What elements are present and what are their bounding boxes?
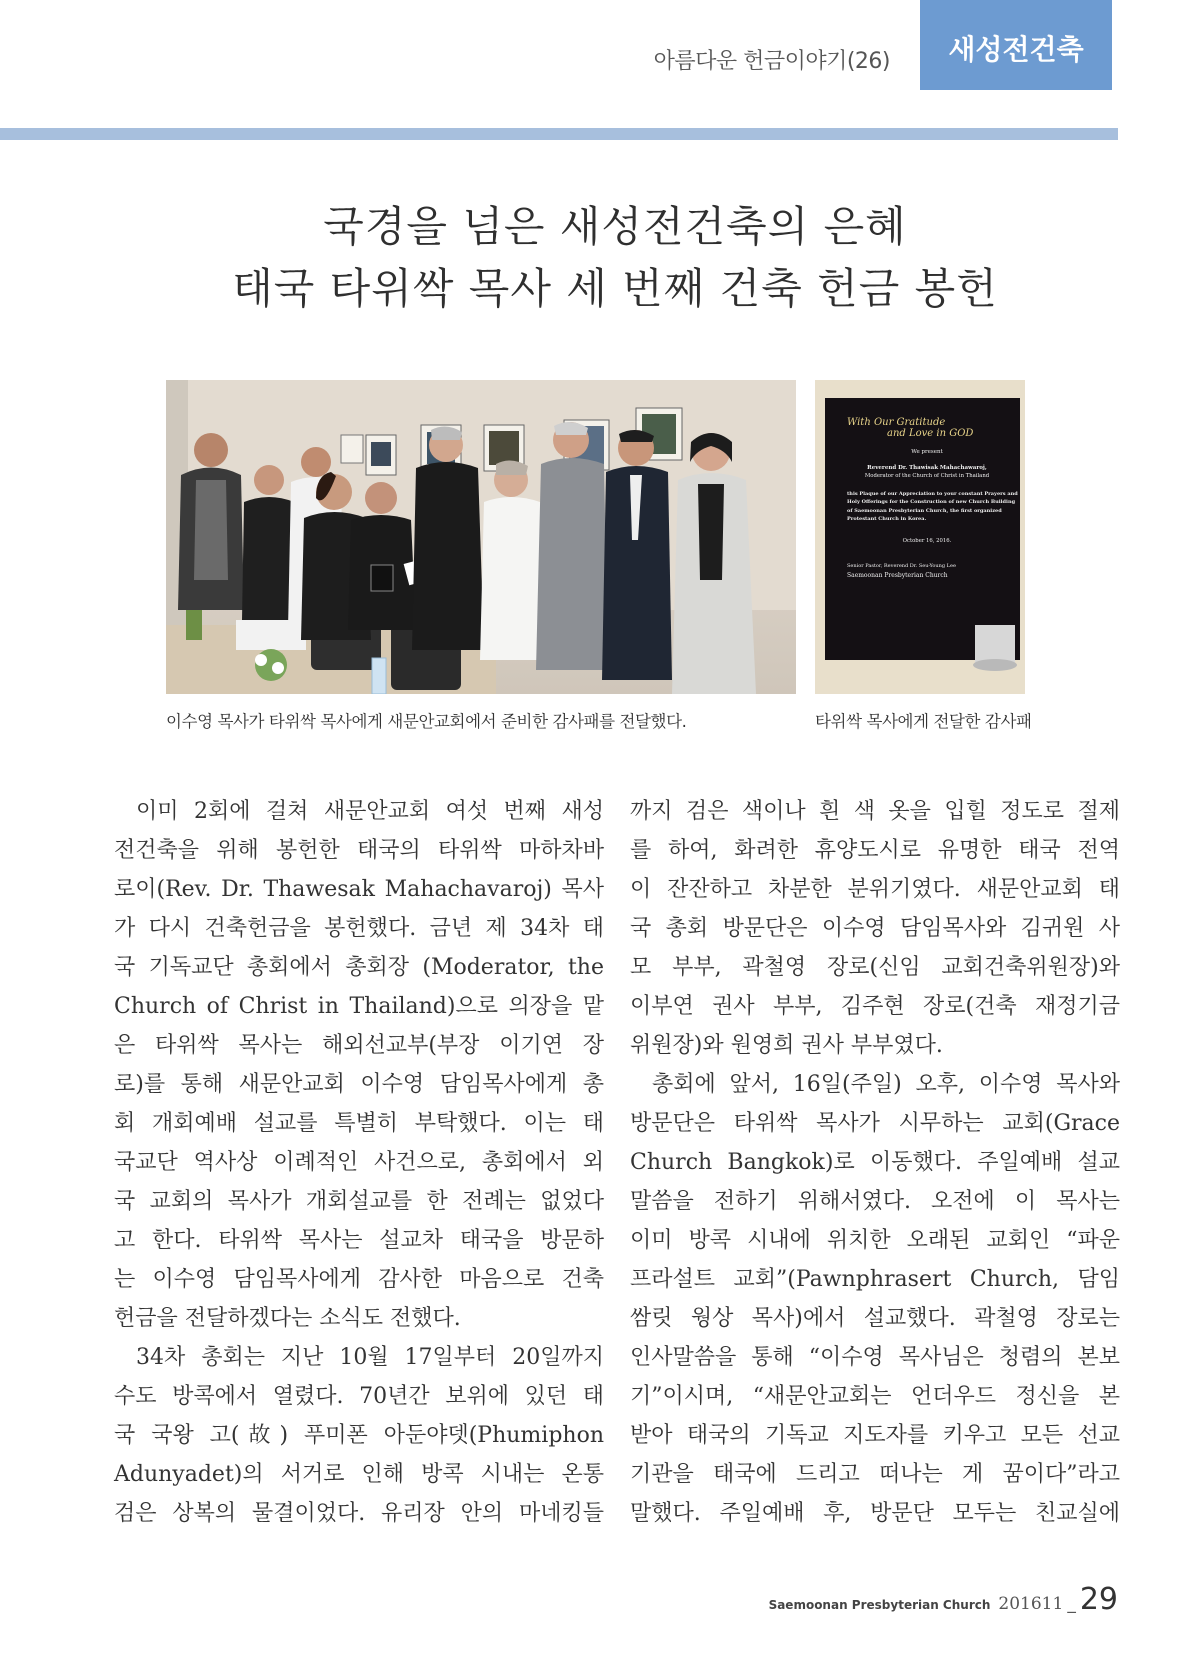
article-title [0, 196, 1200, 320]
body-line: 검은 상복의 물결이었다. 유리장 안의 마네킹들 [114, 1501, 604, 1526]
plaque-we-present: We present [911, 449, 943, 455]
plaque-role: Moderator of the Church of Christ in Thailand [864, 472, 990, 479]
body-line: 전건축을 위해 봉헌한 태국의 타위싹 마하차바 [114, 838, 604, 863]
body-line: 회 개회예배 설교를 특별히 부탁했다. 이는 태 [114, 1111, 604, 1136]
section-tab [920, 0, 1112, 90]
body-line: 방문단은 타위싹 목사가 시무하는 교회(Grace [630, 1111, 1120, 1136]
plaque-heading-2: and Love in GOD [887, 427, 974, 439]
body-line: 국 교회의 목사가 개회설교를 한 전례는 없었다 [114, 1189, 604, 1214]
body-line: 위원장)와 원영희 권사 부부였다. [630, 1033, 943, 1058]
body-line: 이 잔잔하고 차분한 분위기였다. 새문안교회 태 [630, 877, 1120, 902]
article-title-line-1: 국경을 넘은 새성전건축의 은혜 [323, 202, 907, 251]
body-line: Adunyadet)의 서거로 인해 방콕 시내는 온통 [114, 1462, 604, 1487]
body-line: 까지 검은 색이나 흰 색 옷을 입힐 정도로 절제 [630, 799, 1120, 824]
plaque-photo [815, 380, 1025, 694]
plaque-body-2: Holy Offerings for the Construction of new Church Building [847, 499, 1016, 505]
body-line: 이미 2회에 걸쳐 새문안교회 여섯 번째 새성 [136, 799, 604, 824]
plaque-text [847, 417, 1018, 580]
page-footer [769, 1582, 1118, 1617]
body-line: 는 이수영 담임목사에게 감사한 마음으로 건축 [114, 1267, 604, 1292]
body-column-right [630, 792, 1120, 1533]
plaque-heading-1: With Our Gratitude [847, 417, 946, 428]
body-line: 가 다시 건축헌금을 봉헌했다. 금년 제 34차 태 [114, 916, 604, 941]
body-line: 프라설트 교회”(Pawnphrasert Church, 담임 [630, 1267, 1120, 1292]
plaque-photo-caption: 타위싹 목사에게 전달한 감사패 [815, 712, 1032, 731]
plaque-signer: Senior Pastor, Reverend Dr. Seu-Young Lee [847, 563, 956, 569]
footer-separator: _ [1067, 1594, 1076, 1614]
footer-church-name: Saemoonan Presbyterian Church [768, 1598, 991, 1612]
body-line: 고 한다. 타위싹 목사는 설교차 태국을 방문하 [114, 1228, 604, 1253]
body-line: Church of Christ in Thailand)으로 의장을 맡 [114, 994, 604, 1019]
body-line: 쌈릿 웡상 목사)에서 설교했다. 곽철영 장로는 [630, 1306, 1120, 1331]
plaque-body-4: Protestant Church in Korea. [847, 516, 927, 522]
body-line: 이부연 권사 부부, 김주현 장로(건축 재정기금 [630, 994, 1120, 1019]
body-line: 로이(Rev. Dr. Thawesak Mahachavaroj) 목사 [114, 877, 604, 902]
body-line: 국 기독교단 총회에서 총회장 (Moderator, the [114, 955, 604, 980]
body-line: 수도 방콕에서 열렸다. 70년간 보위에 있던 태 [114, 1384, 604, 1409]
body-line: 34차 총회는 지난 10월 17일부터 20일까지 [136, 1345, 604, 1370]
body-line: 말씀을 전하기 위해서였다. 오전에 이 목사는 [630, 1189, 1120, 1214]
section-tab-label: 새성전건축 [948, 33, 1084, 66]
body-line: 국교단 역사상 이례적인 사건으로, 총회에서 외 [114, 1150, 604, 1175]
body-line: 은 타위싹 목사는 해외선교부(부장 이기연 장 [114, 1033, 604, 1058]
group-photo-illustration [166, 380, 796, 694]
footer-issue: 201611 [998, 1594, 1064, 1614]
plaque-body-1: this Plaque of our Appreciation to your constant Prayers and [847, 490, 1018, 497]
body-line: 이미 방콕 시내에 위치한 오래된 교회인 “파운 [630, 1228, 1120, 1253]
header-divider [0, 128, 1118, 140]
group-photo [166, 380, 796, 694]
series-title: 아름다운 헌금이야기(26) [653, 49, 890, 74]
body-line: 기관을 태국에 드리고 떠나는 게 꿈이다”라고 [630, 1462, 1120, 1487]
body-line: Church Bangkok)로 이동했다. 주일예배 설교 [630, 1150, 1120, 1175]
body-line: 국 총회 방문단은 이수영 담임목사와 김귀원 사 [630, 916, 1120, 941]
plaque-date: October 16, 2016. [902, 537, 952, 544]
article-title-line-2: 태국 타위싹 목사 세 번째 건축 헌금 봉헌 [232, 264, 998, 313]
plaque-name: Reverend Dr. Thawisak Mahachawaroj, [867, 464, 987, 471]
plaque-church: Saemoonan Presbyterian Church [847, 572, 948, 579]
body-line: 받아 태국의 기독교 지도자를 키우고 모든 선교 [630, 1423, 1120, 1448]
body-line: 국 국왕 고(故) 푸미폰 아둔야뎃(Phumiphon [114, 1423, 604, 1448]
body-line: 모 부부, 곽철영 장로(신임 교회건축위원장)와 [630, 955, 1120, 980]
body-column-left [114, 792, 604, 1533]
body-line: 로)를 통해 새문안교회 이수영 담임목사에게 총 [114, 1072, 604, 1097]
body-line: 총회에 앞서, 16일(주일) 오후, 이수영 목사와 [652, 1072, 1120, 1097]
body-line: 인사말씀을 통해 “이수영 목사님은 청렴의 본보 [630, 1345, 1120, 1370]
body-line: 말했다. 주일예배 후, 방문단 모두는 친교실에 [630, 1501, 1120, 1526]
page-number: 29 [1079, 1582, 1118, 1617]
body-line: 기”이시며, “새문안교회는 언더우드 정신을 본 [630, 1384, 1120, 1409]
body-line: 를 하여, 화려한 휴양도시로 유명한 태국 전역 [630, 838, 1120, 863]
plaque-body-3: of Saemoonan Presbyterian Church, the first organized [847, 507, 1002, 514]
body-line: 헌금을 전달하겠다는 소식도 전했다. [114, 1306, 461, 1331]
main-photo-caption: 이수영 목사가 타위싹 목사에게 새문안교회에서 준비한 감사패를 전달했다. [166, 712, 687, 731]
